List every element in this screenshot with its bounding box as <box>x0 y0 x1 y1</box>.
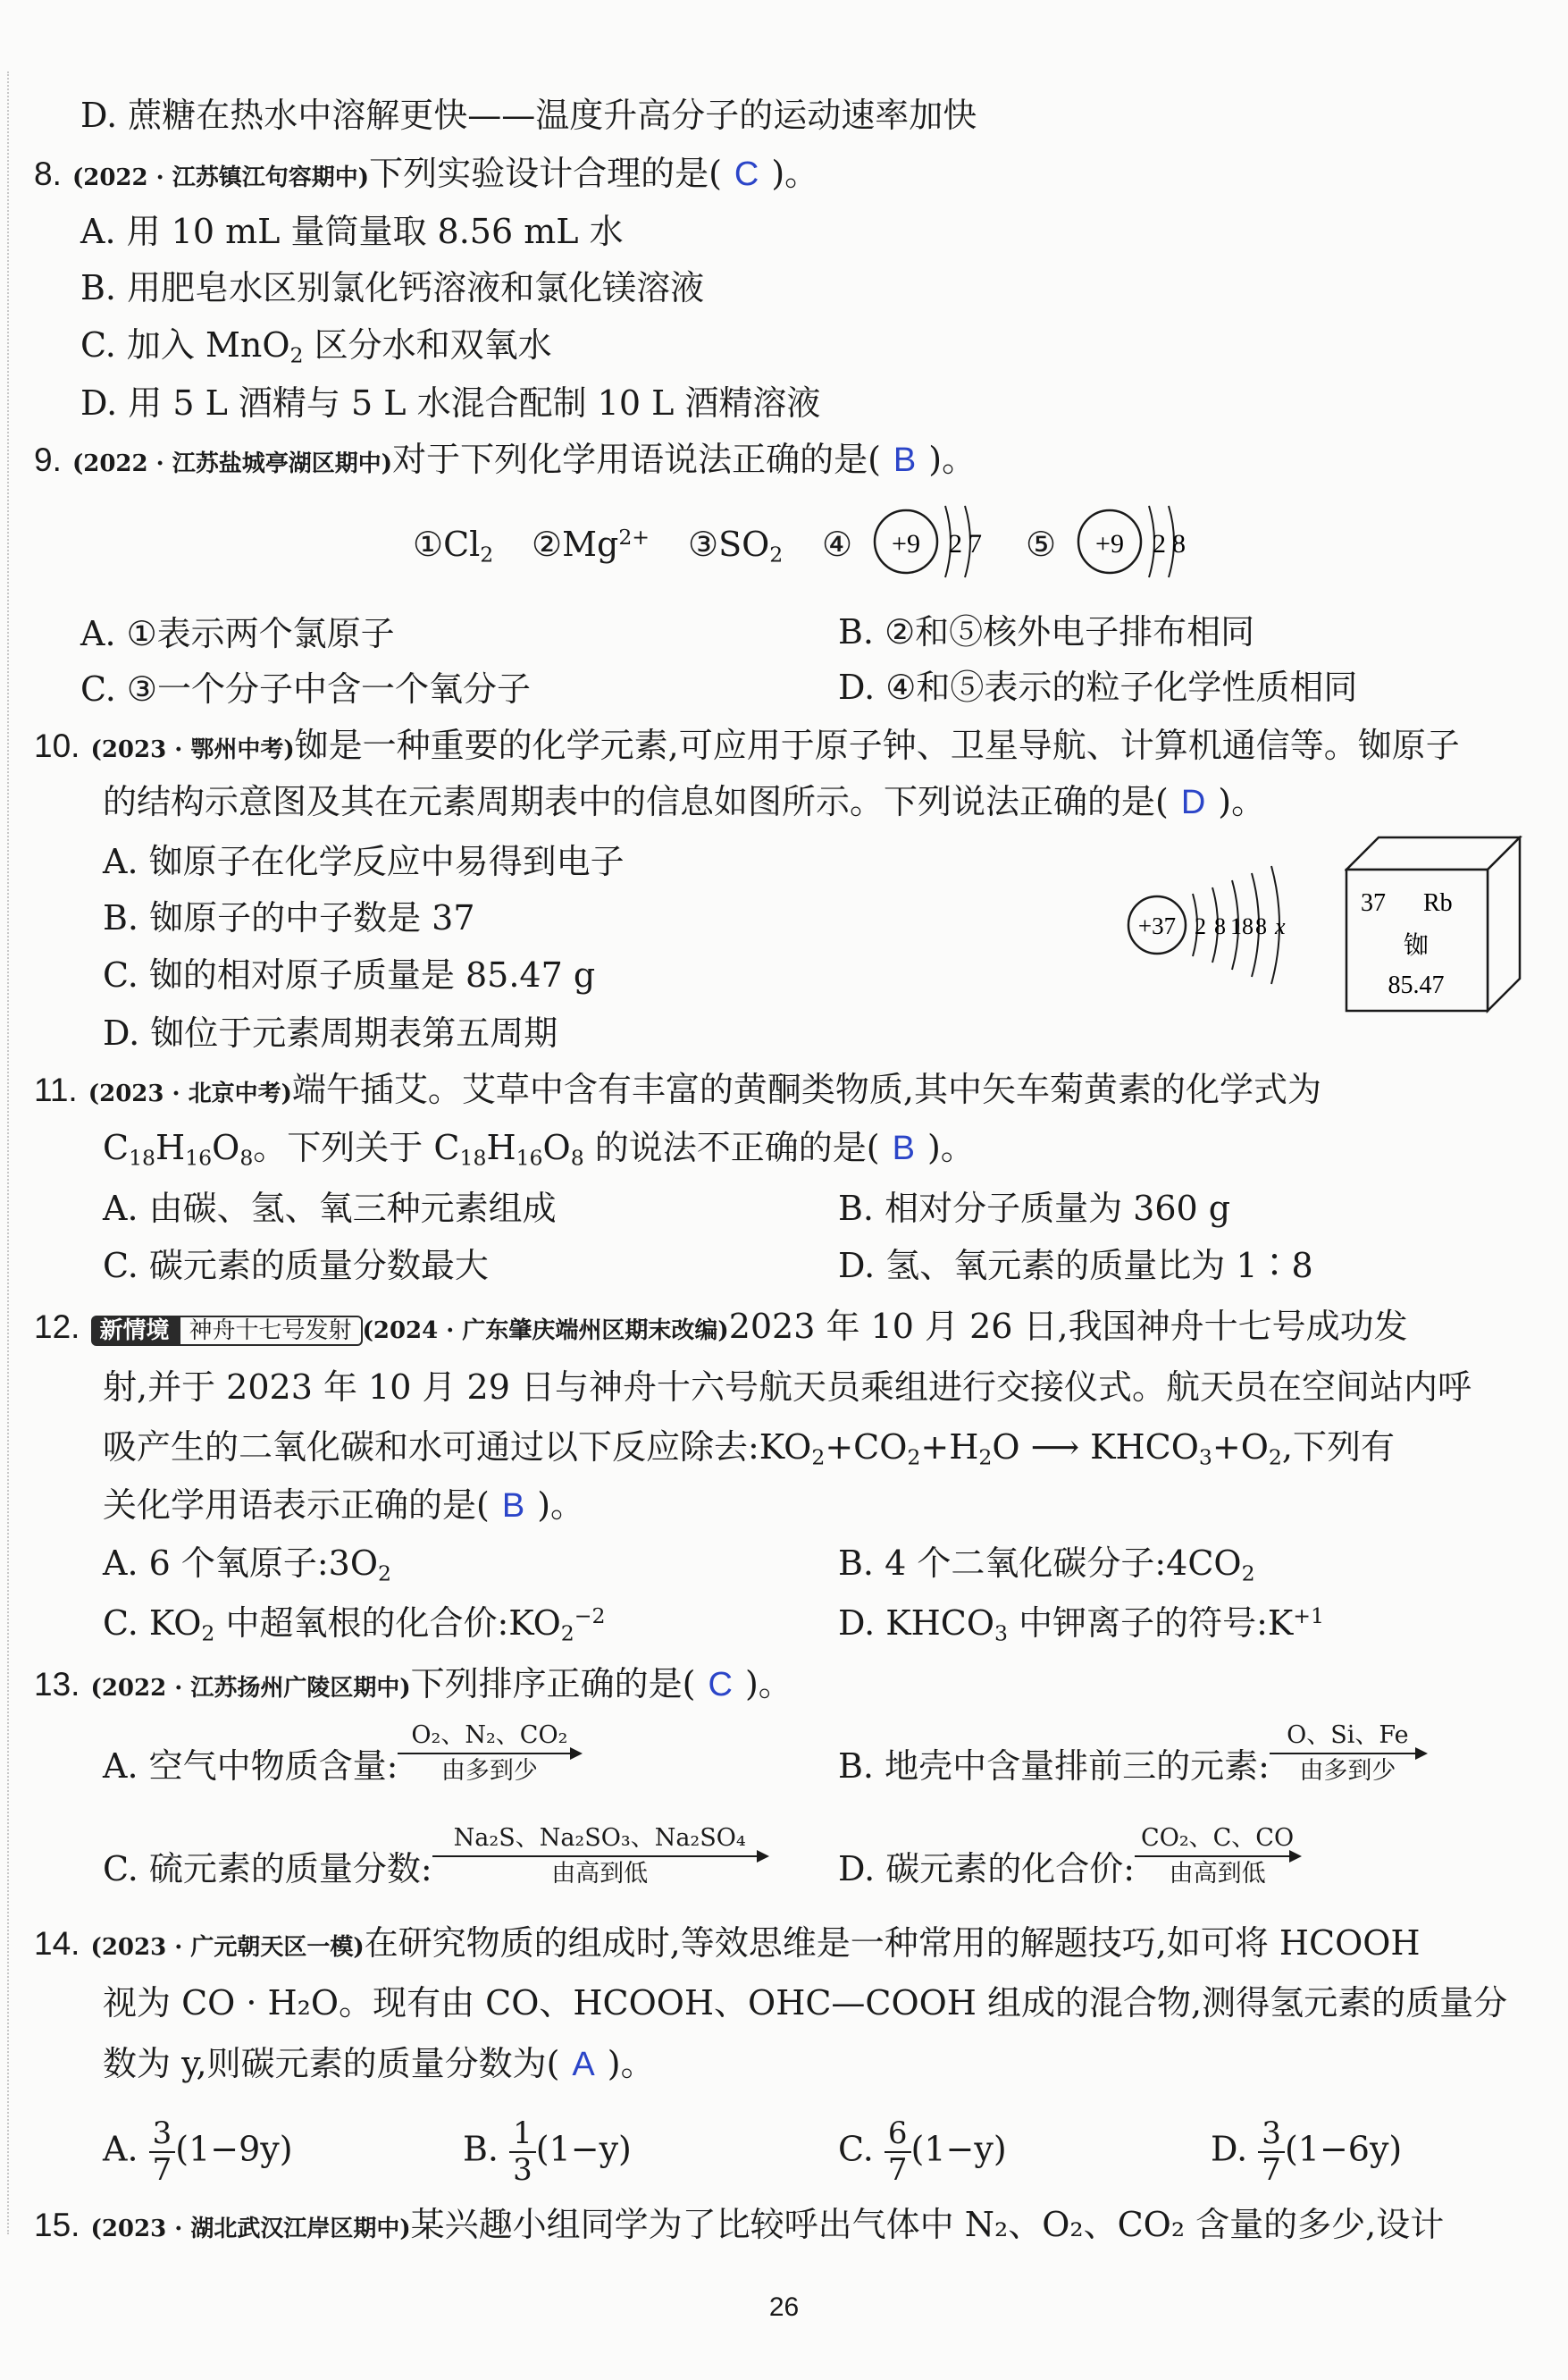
q11-answer: B <box>892 1130 915 1167</box>
q8-answer: C <box>734 156 759 193</box>
q13-option-d: D. 碳元素的化合价: CO₂、C、CO 由高到低 <box>838 1841 1300 1903</box>
q14-stem-2: 视为 CO · H₂O。现有由 CO、HCOOH、OHC—COOH 组成的混合物,测得氢元素的质量分 <box>103 1983 1508 2023</box>
q8-option-c: C. 加入 MnO$_2$ 区分水和双氧水 <box>80 325 552 368</box>
question-14: 14. (2023 · 广元朝天区一模)在研究物质的组成时,等效思维是一种常用的解题技巧,如可将 HCOOH <box>34 1923 1421 1963</box>
q9-item-2: $②Mg^{2+}$ <box>532 525 650 564</box>
q9-option-d: D. ④和⑤表示的粒子化学性质相同 <box>838 668 1358 707</box>
q9-answer: B <box>893 442 917 479</box>
q10-option-b: B. 铷原子的中子数是 37 <box>103 898 475 938</box>
q12-stem-4: 关化学用语表示正确的是( B )。 <box>103 1485 585 1525</box>
svg-text:7: 7 <box>968 529 982 559</box>
q10-option-c: C. 铷的相对原子质量是 85.47 g <box>103 955 596 995</box>
q12-stem-3: 吸产生的二氧化碳和水可通过以下反应除去$:KO_2+CO_2+H_2O$ ⟶ $KHCO_3+O_2$,下列有 <box>103 1427 1395 1470</box>
svg-text:+9: +9 <box>1095 529 1124 559</box>
q11-option-b: B. 相对分子质量为 360 g <box>838 1189 1231 1228</box>
q12-answer: B <box>501 1487 525 1525</box>
q14-option-a: A. $\frac{3}{7}$ (1−9y) <box>103 2115 293 2189</box>
svg-text:37: 37 <box>1361 889 1386 917</box>
q13-option-b: B. 地壳中含量排前三的元素: O、Si、Fe 由多到少 <box>838 1738 1426 1800</box>
q14-option-b: B. $\frac{1}{3}$ (1−y) <box>463 2115 632 2189</box>
page-number: 26 <box>768 2292 800 2322</box>
q10-option-a: A. 铷原子在化学反应中易得到电子 <box>103 842 625 881</box>
q8-stem: 下列实验设计合理的是( <box>369 154 722 193</box>
q14-option-d: D. $\frac{3}{7}$ (1−6y) <box>1211 2115 1403 2189</box>
q12-tag-topic: 神舟十七号发射 <box>179 1316 363 1346</box>
q9-option-a: A. ①表示两个氯原子 <box>80 614 395 653</box>
q11-option-a: A. 由碳、氢、氧三种元素组成 <box>103 1189 557 1228</box>
q9-item-1: $①Cl_2$ <box>413 525 494 568</box>
svg-text:8: 8 <box>1214 913 1226 939</box>
q12-option-a: A. 6 个氧原子$:3O_2$ <box>103 1543 391 1586</box>
q10-rubidium-atom-diagram <box>1121 854 1336 988</box>
q8-option-d: D. 用 5 L 酒精与 5 L 水混合配制 10 L 酒精溶液 <box>80 383 821 423</box>
q13-option-c: C. 硫元素的质量分数: Na₂S、Na₂SO₃、Na₂SO₄ 由高到低 <box>103 1841 767 1903</box>
q8-source: (2022 · 江苏镇江句容期中) <box>71 164 370 191</box>
q9-atom-diagram-5 <box>1070 497 1195 586</box>
q9-source: (2022 · 江苏盐城亭湖区期中) <box>71 450 393 477</box>
q12-tag-new-context: 新情境 <box>91 1316 179 1346</box>
q13-answer: C <box>708 1666 733 1703</box>
q10-answer: D <box>1180 784 1206 821</box>
q12-option-d: D. $KHCO_3$ 中钾离子的符号$:K^{+1}$ <box>838 1603 1325 1646</box>
q9-item-5-label: ⑤ <box>1026 525 1057 564</box>
q9-option-c: C. ③一个分子中含一个氧分子 <box>80 669 531 709</box>
question-13: 13. (2022 · 江苏扬州广陵区期中)下列排序正确的是( C )。 <box>34 1664 792 1703</box>
question-9: 9. (2022 · 江苏盐城亭湖区期中)对于下列化学用语说法正确的是( B )。 <box>34 440 977 479</box>
page-margin-guide <box>7 71 9 2234</box>
svg-text:85.47: 85.47 <box>1388 971 1445 999</box>
q7-option-d: D. 蔗糖在热水中溶解更快——温度升高分子的运动速率加快 <box>80 96 977 135</box>
svg-text:2: 2 <box>1153 529 1166 559</box>
q9-option-b: B. ②和⑤核外电子排布相同 <box>838 612 1255 652</box>
question-15: 15. (2023 · 湖北武汉江岸区期中)某兴趣小组同学为了比较呼出气体中 N₂、O₂、CO₂ 含量的多少,设计 <box>34 2205 1445 2244</box>
q8-number: 8. <box>34 156 62 192</box>
q14-answer: A <box>572 2046 595 2083</box>
q12-option-b: B. 4 个二氧化碳分子$:4CO_2$ <box>838 1543 1255 1586</box>
question-12: 12. 新情境 神舟十七号发射 (2024 · 广东肇庆端州区期末改编)2023 年 10 月 26 日,我国神舟十七号成功发 <box>34 1307 1408 1346</box>
question-8 <box>34 156 818 191</box>
svg-text:铷: 铷 <box>1403 930 1430 960</box>
question-11: 11. (2023 · 北京中考)端午插艾。艾草中含有丰富的黄酮类物质,其中矢车菊黄素的化学式为 <box>34 1070 1322 1109</box>
q12-stem-2: 射,并于 2023 年 10 月 29 日与神舟十六号航天员乘组进行交接仪式。航天员在空间站内呼 <box>103 1367 1472 1407</box>
q9-item-4-label: ④ <box>822 525 853 564</box>
q8-option-b: B. 用肥皂水区别氯化钙溶液和氯化镁溶液 <box>80 268 705 307</box>
q10-stem-2: 的结构示意图及其在元素周期表中的信息如图所示。下列说法正确的是( D )。 <box>103 782 1266 821</box>
q9-stem: 对于下列化学用语说法正确的是( <box>392 440 881 479</box>
q9-item-3: $③SO_2$ <box>688 525 784 568</box>
q11-option-d: D. 氢、氧元素的质量比为 1∶8 <box>838 1246 1313 1285</box>
question-10: 10. (2023 · 鄂州中考)铷是一种重要的化学元素,可应用于原子钟、卫星导航、计算机通信等。铷原子 <box>34 726 1460 765</box>
svg-text:x: x <box>1275 913 1286 939</box>
svg-text:2: 2 <box>1195 913 1206 939</box>
svg-text:Rb: Rb <box>1423 889 1453 917</box>
q11-stem-2: $C_{18}H_{16}O_8$。下列关于 $C_{18}H_{16}O_8$ 的说法不正确的是( B )。 <box>103 1128 975 1171</box>
svg-text:18: 18 <box>1230 913 1254 939</box>
svg-text:8: 8 <box>1255 913 1267 939</box>
q11-option-c: C. 碳元素的质量分数最大 <box>103 1246 489 1285</box>
q10-option-d: D. 铷位于元素周期表第五周期 <box>103 1013 558 1053</box>
q9-atom-diagram-4 <box>867 497 992 586</box>
svg-text:+9: +9 <box>892 529 920 559</box>
svg-text:+37: +37 <box>1137 912 1177 939</box>
q14-stem-3: 数为 y,则碳元素的质量分数为( A )。 <box>103 2044 655 2083</box>
q14-option-c: C. $\frac{6}{7}$ (1−y) <box>838 2115 1007 2189</box>
svg-text:2: 2 <box>949 529 962 559</box>
q8-option-a: A. 用 10 mL 量筒量取 8.56 mL 水 <box>80 212 624 251</box>
q10-periodic-table-cell <box>1345 836 1523 1014</box>
q8-stem-end: )。 <box>771 154 819 193</box>
svg-text:8: 8 <box>1172 529 1186 559</box>
q12-option-c: C. $KO_2$ 中超氧根的化合价$:KO_2^{-2}$ <box>103 1603 606 1646</box>
q13-option-a: A. 空气中物质含量: O₂、N₂、CO₂ 由多到少 <box>103 1738 581 1800</box>
